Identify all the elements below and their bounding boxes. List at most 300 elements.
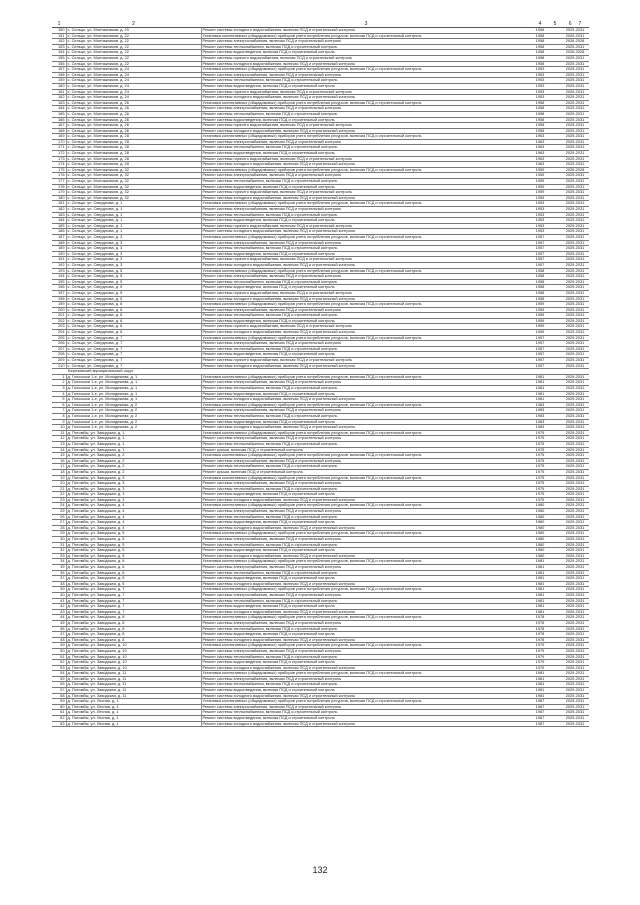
row-address: с. Сельцо, ул. Монтажников, д. 28 <box>66 145 201 151</box>
row-work-type: Ремонт системы горячего водоснабжения, включая ПСД и строительный контроль <box>201 290 531 296</box>
col-5-header: 5 <box>549 20 561 28</box>
row-number: 17 <box>52 464 66 470</box>
row-year: 1957 <box>531 251 549 257</box>
row-period: 2029-2031 <box>561 268 589 274</box>
row-year: 1980 <box>531 531 549 537</box>
row-period: 2029-2031 <box>561 212 589 218</box>
row-number: 205 <box>52 335 66 341</box>
row-address: д. Потомбы, ул. Лесная, д. 1 <box>66 699 201 705</box>
row-year: 1979 <box>531 660 549 666</box>
row-work-type: Ремонт системы холодного водоснабжения, включая ПСД и строительный контроль <box>201 262 531 268</box>
row-address: д. Потомбы, ул. Заводская, д. 7 <box>66 604 201 610</box>
row-year: 1959 <box>531 179 549 185</box>
row-year: 1958 <box>531 296 549 302</box>
row-work-type: Ремонт системы теплоснабжения, включая ПСД и строительный контроль <box>201 626 531 632</box>
row-address: с. Сельцо, ул. Свердлова, д. 6 <box>66 324 201 330</box>
row-number: 180 <box>52 195 66 201</box>
row-period: 2029-2031 <box>561 458 589 464</box>
row-year: 1959 <box>531 184 549 190</box>
row-number: 63 <box>52 721 66 727</box>
row-work-type: Ремонт системы водоотведения, включая ПСД и строительный контроль <box>201 352 531 358</box>
row-period: 2029-2031 <box>561 162 589 168</box>
row-number: 13 <box>52 441 66 447</box>
row-work-type: Ремонт системы электроснабжения, включая ПСД и строительный контроль <box>201 173 531 179</box>
row-work-type: Ремонт системы теплоснабжения, включая ПСД и строительный контроль <box>201 441 531 447</box>
row-address: д. Потомбы, ул. Заводская, д. 3 <box>66 492 201 498</box>
row-address: с. Сельцо, ул. Монтажников, д. 24 <box>66 78 201 84</box>
row-work-type: Ремонт системы водоотведения, включая ПСД и строительный контроль <box>201 548 531 554</box>
row-address: с. Сельцо, ул. Монтажников, д. 24 <box>66 83 201 89</box>
row-period: 2029-2031 <box>561 55 589 61</box>
page-number: 132 <box>312 865 328 875</box>
row-address: с. Сельцо, ул. Монтажников, д. 22 <box>66 55 201 61</box>
row-address: с. Сельцо, ул. Свердлова, д. 6 <box>66 307 201 313</box>
row-address: с. Сельцо, ул. Монтажников, д. 28 <box>66 139 201 145</box>
row-address: д. Голоскоки 1-е, ул. Молодежная, д. 2 <box>66 425 201 431</box>
table-body-part-2 <box>52 374 589 726</box>
row-address: с. Сельцо, ул. Свердлова, д. 5 <box>66 285 201 291</box>
row-address: д. Потомбы, ул. Заводская, д. 1 <box>66 436 201 442</box>
row-period: 2029-2031 <box>561 28 589 34</box>
row-year: 1981 <box>531 693 549 699</box>
row-number: 203 <box>52 324 66 330</box>
row-year: 1957 <box>531 341 549 347</box>
row-work-type: Установка коллективных (общедомовых) приборов учета потребления ресурсов, включая ПСД и строительный контроль <box>201 559 531 565</box>
row-work-type: Ремонт системы холодного водоснабжения, включая ПСД и строительный контроль <box>201 721 531 727</box>
row-work-type: Ремонт системы электроснабжения, включая ПСД и строительный контроль <box>201 207 531 213</box>
row-work-type: Ремонт системы теплоснабжения, включая ПСД и строительный контроль <box>201 598 531 604</box>
row-address: с. Сельцо, ул. Монтажников, д. 24 <box>66 89 201 95</box>
row-number: 163 <box>52 100 66 106</box>
row-period: 2029-2031 <box>561 660 589 666</box>
row-work-type: Ремонт системы электроснабжения, включая ПСД и строительный контроль <box>201 341 531 347</box>
row-number: 153 <box>52 44 66 50</box>
row-work-type: Ремонт системы водоотведения, включая ПСД и строительный контроль <box>201 251 531 257</box>
row-year: 1958 <box>531 55 549 61</box>
row-year: 1983 <box>531 402 549 408</box>
row-year: 1983 <box>531 419 549 425</box>
row-address: д. Голоскоки 1-е, ул. Молодежная, д. 2 <box>66 402 201 408</box>
row-work-type: Ремонт системы холодного водоснабжения, включая ПСД и строительный контроль <box>201 95 531 101</box>
row-number: 28 <box>52 525 66 531</box>
row-year: 1980 <box>531 548 549 554</box>
row-number: 59 <box>52 699 66 705</box>
row-address: с. Сельцо, ул. Монтажников, д. 22 <box>66 33 201 39</box>
row-year: 1980 <box>531 542 549 548</box>
row-number: 7 <box>52 408 66 414</box>
row-work-type: Ремонт системы электроснабжения, включая ПСД и строительный контроль <box>201 39 531 45</box>
row-number: 60 <box>52 704 66 710</box>
row-period: 2029-2031 <box>561 123 589 129</box>
row-year: 1953 <box>531 83 549 89</box>
row-work-type: Ремонт системы теплоснабжения, включая ПСД и строительный контроль <box>201 710 531 716</box>
row-period: 2029-2031 <box>561 721 589 727</box>
row-address: д. Потомбы, ул. Лесная, д. 1 <box>66 716 201 722</box>
row-number: 178 <box>52 184 66 190</box>
row-number: 61 <box>52 710 66 716</box>
row-year: 1958 <box>531 39 549 45</box>
row-number: 41 <box>52 598 66 604</box>
row-year: 1983 <box>531 413 549 419</box>
row-number: 35 <box>52 565 66 571</box>
row-address: д. Потомбы, ул. Заводская, д. 3 <box>66 486 201 492</box>
row-number: 170 <box>52 139 66 145</box>
row-period: 2029-2031 <box>561 145 589 151</box>
row-address: д. Потомбы, ул. Заводская, д. 8 <box>66 615 201 621</box>
row-address: д. Потомбы, ул. Заводская, д. 2 <box>66 453 201 459</box>
row-year: 1953 <box>531 207 549 213</box>
row-year: 1963 <box>531 156 549 162</box>
row-number: 160 <box>52 83 66 89</box>
row-address: д. Потомбы, ул. Заводская, д. 11 <box>66 682 201 688</box>
row-number: 57 <box>52 688 66 694</box>
row-work-type: Ремонт системы холодного водоснабжения, включая ПСД и строительный контроль <box>201 229 531 235</box>
row-number: 167 <box>52 123 66 129</box>
row-number: 166 <box>52 117 66 123</box>
row-period: 2029-2031 <box>561 83 589 89</box>
row-year: 1981 <box>531 565 549 571</box>
row-work-type: Ремонт системы холодного водоснабжения, включая ПСД и строительный контроль <box>201 363 531 369</box>
row-year: 1983 <box>531 425 549 431</box>
row-period: 2026-2028 <box>561 39 589 45</box>
row-address: с. Сельцо, ул. Свердлова, д. 5 <box>66 268 201 274</box>
row-number: 51 <box>52 654 66 660</box>
row-year: 1981 <box>531 559 549 565</box>
row-number: 52 <box>52 660 66 666</box>
row-address: с. Сельцо, ул. Монтажников, д. 26 <box>66 106 201 112</box>
row-address: с. Сельцо, ул. Свердлова, д. 3 <box>66 240 201 246</box>
row-address: с. Сельцо, ул. Монтажников, д. 32 <box>66 179 201 185</box>
row-period: 2029-2031 <box>561 565 589 571</box>
row-address: с. Сельцо, ул. Свердлова, д. 5 <box>66 279 201 285</box>
row-address: д. Потомбы, ул. Заводская, д. 2 <box>66 458 201 464</box>
row-number: 174 <box>52 162 66 168</box>
row-work-type: Ремонт системы электроснабжения, включая ПСД и строительный контроль <box>201 676 531 682</box>
row-work-type: Ремонт системы теплоснабжения, включая ПСД и строительный контроль <box>201 111 531 117</box>
row-work-type: Ремонт системы холодного водоснабжения, включая ПСД и строительный контроль <box>201 665 531 671</box>
row-period: 2029-2031 <box>561 430 589 436</box>
row-address: с. Сельцо, ул. Монтажников, д. 24 <box>66 72 201 78</box>
row-address: д. Потомбы, ул. Заводская, д. 6 <box>66 565 201 571</box>
row-work-type: Ремонт системы теплоснабжения, включая ПСД и строительный контроль <box>201 413 531 419</box>
row-year: 1975 <box>531 447 549 453</box>
row-year: 1980 <box>531 553 549 559</box>
row-work-type: Установка коллективных (общедомовых) приборов учета потребления ресурсов, включая ПСД и строительный контроль <box>201 402 531 408</box>
row-period: 2029-2031 <box>561 139 589 145</box>
row-year: 1980 <box>531 525 549 531</box>
row-year: 1980 <box>531 537 549 543</box>
row-address: д. Потомбы, ул. Заводская, д. 2 <box>66 464 201 470</box>
row-number: 8 <box>52 413 66 419</box>
row-period: 2029-2031 <box>561 179 589 185</box>
row-number: 6 <box>52 402 66 408</box>
row-period: 2029-2031 <box>561 592 589 598</box>
row-period: 2029-2031 <box>561 397 589 403</box>
row-period: 2029-2031 <box>561 402 589 408</box>
row-number: 56 <box>52 682 66 688</box>
row-period: 2029-2031 <box>561 128 589 134</box>
row-work-type: Ремонт системы теплоснабжения, включая ПСД и строительный контроль <box>201 464 531 470</box>
row-year: 1978 <box>531 620 549 626</box>
row-number: 156 <box>52 61 66 67</box>
row-address: д. Потомбы, ул. Заводская, д. 10 <box>66 654 201 660</box>
row-period: 2029-2031 <box>561 525 589 531</box>
row-year: 1953 <box>531 72 549 78</box>
row-address: д. Потомбы, ул. Заводская, д. 3 <box>66 475 201 481</box>
row-number: 12 <box>52 436 66 442</box>
row-number: 14 <box>52 447 66 453</box>
row-year: 1957 <box>531 262 549 268</box>
row-number: 62 <box>52 716 66 722</box>
row-work-type: Ремонт системы холодного водоснабжения, включая ПСД и строительный контроль <box>201 609 531 615</box>
row-address: с. Сельцо, ул. Свердлова, д. 1 <box>66 201 201 207</box>
row-number: 31 <box>52 542 66 548</box>
row-period: 2029-2031 <box>561 78 589 84</box>
row-work-type: Ремонт системы электроснабжения, включая ПСД и строительный контроль <box>201 72 531 78</box>
row-year: 1980 <box>531 503 549 509</box>
row-work-type: Ремонт системы водоотведения, включая ПСД и строительный контроль <box>201 83 531 89</box>
row-period: 2029-2031 <box>561 307 589 313</box>
row-period: 2029-2031 <box>561 318 589 324</box>
row-number: 159 <box>52 78 66 84</box>
row-number: 26 <box>52 514 66 520</box>
row-period: 2029-2031 <box>561 106 589 112</box>
row-period: 2029-2031 <box>561 302 589 308</box>
row-period: 2029-2031 <box>561 464 589 470</box>
row-number: 193 <box>52 268 66 274</box>
row-period: 2029-2031 <box>561 643 589 649</box>
row-work-type: Ремонт системы теплоснабжения, включая ПСД и строительный контроль <box>201 246 531 252</box>
row-period: 2029-2031 <box>561 447 589 453</box>
row-address: с. Сельцо, ул. Свердлова, д. 6 <box>66 330 201 336</box>
row-work-type: Установка коллективных (общедомовых) приборов учета потребления ресурсов, включая ПСД и строительный контроль <box>201 67 531 73</box>
row-year: 1953 <box>531 223 549 229</box>
row-address: д. Потомбы, ул. Заводская, д. 8 <box>66 632 201 638</box>
row-address: д. Потомбы, ул. Заводская, д. 11 <box>66 676 201 682</box>
row-work-type: Ремонт системы холодного водоснабжения, включая ПСД и строительный контроль <box>201 581 531 587</box>
row-period: 2029-2031 <box>561 632 589 638</box>
row-year: 1957 <box>531 352 549 358</box>
row-work-type: Ремонт системы горячего водоснабжения, включая ПСД и строительный контроль <box>201 358 531 364</box>
row-period: 2029-2031 <box>561 184 589 190</box>
row-work-type: Ремонт системы теплоснабжения, включая ПСД и строительный контроль <box>201 486 531 492</box>
row-period: 2029-2031 <box>561 581 589 587</box>
row-work-type: Установка коллективных (общедомовых) приборов учета потребления ресурсов, включая ПСД и строительный контроль <box>201 234 531 240</box>
row-work-type: Ремонт системы горячего водоснабжения, включая ПСД и строительный контроль <box>201 55 531 61</box>
row-period: 2029-2031 <box>561 654 589 660</box>
row-number: 38 <box>52 581 66 587</box>
row-period: 2029-2031 <box>561 391 589 397</box>
row-address: с. Сельцо, ул. Свердлова, д. 5 <box>66 296 201 302</box>
row-work-type: Ремонт системы электроснабжения, включая ПСД и строительный контроль <box>201 240 531 246</box>
row-work-type: Установка коллективных (общедомовых) приборов учета потребления ресурсов, включая ПСД и строительный контроль <box>201 335 531 341</box>
row-year: 1958 <box>531 279 549 285</box>
row-work-type: Ремонт системы теплоснабжения, включая ПСД и строительный контроль <box>201 212 531 218</box>
row-period: 2029-2031 <box>561 234 589 240</box>
row-address: с. Сельцо, ул. Свердлова, д. 1 <box>66 223 201 229</box>
row-address: с. Сельцо, ул. Свердлова, д. 3 <box>66 251 201 257</box>
row-work-type: Ремонт системы электроснабжения, включая ПСД и строительный контроль <box>201 139 531 145</box>
row-year: 1978 <box>531 632 549 638</box>
row-period: 2029-2031 <box>561 296 589 302</box>
row-year: 1981 <box>531 374 549 380</box>
row-period: 2029-2031 <box>561 626 589 632</box>
row-year: 1953 <box>531 67 549 73</box>
row-period: 2029-2031 <box>561 520 589 526</box>
row-address: д. Потомбы, ул. Заводская, д. 10 <box>66 660 201 666</box>
row-work-type: Ремонт системы горячего водоснабжения, включая ПСД и строительный контроль <box>201 190 531 196</box>
row-work-type: Ремонт системы теплоснабжения, включая ПСД и строительный контроль <box>201 654 531 660</box>
row-year: 1957 <box>531 335 549 341</box>
row-empty <box>549 721 561 727</box>
row-period: 2029-2031 <box>561 156 589 162</box>
row-address: с. Сельцо, ул. Свердлова, д. 6 <box>66 302 201 308</box>
row-year: 1957 <box>531 257 549 263</box>
row-number: 34 <box>52 559 66 565</box>
row-period: 2029-2031 <box>561 716 589 722</box>
row-year: 1953 <box>531 95 549 101</box>
section-label: Березовский муниципальный округ <box>66 369 589 375</box>
row-number: 48 <box>52 637 66 643</box>
row-year: 1981 <box>531 570 549 576</box>
row-number: 24 <box>52 503 66 509</box>
row-address: с. Сельцо, ул. Свердлова, д. 7 <box>66 335 201 341</box>
row-number: 192 <box>52 262 66 268</box>
row-period: 2029-2031 <box>561 117 589 123</box>
row-period: 2029-2031 <box>561 313 589 319</box>
row-number: 185 <box>52 223 66 229</box>
row-year: 1981 <box>531 386 549 392</box>
row-work-type: Ремонт системы водоотведения, включая ПСД и строительный контроль <box>201 716 531 722</box>
row-work-type: Ремонт системы холодного водоснабжения, включая ПСД и строительный контроль <box>201 128 531 134</box>
row-address: с. Сельцо, ул. Свердлова, д. 5 <box>66 290 201 296</box>
row-year: 1958 <box>531 106 549 112</box>
row-number: 44 <box>52 615 66 621</box>
row-number: 183 <box>52 212 66 218</box>
row-work-type: Ремонт системы теплоснабжения, включая ПСД и строительный контроль <box>201 514 531 520</box>
row-number: 207 <box>52 346 66 352</box>
row-period: 2029-2031 <box>561 604 589 610</box>
row-address: с. Сельцо, ул. Монтажников, д. 22 <box>66 50 201 56</box>
row-period: 2029-2031 <box>561 374 589 380</box>
repair-schedule-table <box>52 20 589 727</box>
row-year: 1963 <box>531 151 549 157</box>
col-7-label: 7 <box>578 21 582 28</box>
row-year: 1959 <box>531 313 549 319</box>
row-period: 2029-2031 <box>561 380 589 386</box>
row-number: 188 <box>52 240 66 246</box>
row-year: 1987 <box>531 716 549 722</box>
row-work-type: Ремонт системы водоотведения, включая ПСД и строительный контроль <box>201 419 531 425</box>
row-work-type: Ремонт системы водоотведения, включая ПСД и строительный контроль <box>201 604 531 610</box>
row-number: 206 <box>52 341 66 347</box>
row-number: 5 <box>52 397 66 403</box>
row-period: 2029-2031 <box>561 598 589 604</box>
row-period: 2029-2031 <box>561 682 589 688</box>
row-period: 2029-2031 <box>561 587 589 593</box>
row-address: с. Сельцо, ул. Монтажников, д. 26 <box>66 128 201 134</box>
row-work-type: Установка коллективных (общедомовых) приборов учета потребления ресурсов, включая ПСД и строительный контроль <box>201 167 531 173</box>
row-period: 2029-2031 <box>561 710 589 716</box>
row-address: с. Сельцо, ул. Монтажников, д. 28 <box>66 156 201 162</box>
row-work-type: Ремонт системы теплоснабжения, включая ПСД и строительный контроль <box>201 570 531 576</box>
row-number: 208 <box>52 352 66 358</box>
row-work-type: Ремонт системы теплоснабжения, включая ПСД и строительный контроль <box>201 179 531 185</box>
row-work-type: Ремонт системы электроснабжения, включая ПСД и строительный контроль <box>201 565 531 571</box>
row-number: 173 <box>52 156 66 162</box>
row-work-type: Установка коллективных (общедомовых) приборов учета потребления ресурсов, включая ПСД и строительный контроль <box>201 374 531 380</box>
row-year: 1975 <box>531 430 549 436</box>
row-number: 168 <box>52 128 66 134</box>
row-work-type: Ремонт системы холодного водоснабжения, включая ПСД и строительный контроль <box>201 162 531 168</box>
row-period: 2029-2031 <box>561 419 589 425</box>
row-number: 21 <box>52 486 66 492</box>
row-number: 165 <box>52 111 66 117</box>
row-year: 1958 <box>531 28 549 34</box>
row-number: 43 <box>52 609 66 615</box>
row-period: 2029-2031 <box>561 481 589 487</box>
row-address: с. Сельцо, ул. Монтажников, д. 26 <box>66 100 201 106</box>
row-period: 2029-2031 <box>561 509 589 515</box>
row-period: 2029-2031 <box>561 95 589 101</box>
row-address: д. Потомбы, ул. Заводская, д. 4 <box>66 509 201 515</box>
row-number: 179 <box>52 190 66 196</box>
row-period: 2029-2031 <box>561 531 589 537</box>
row-number: 4 <box>52 391 66 397</box>
row-address: с. Сельцо, ул. Свердлова, д. 7 <box>66 341 201 347</box>
row-period: 2029-2031 <box>561 620 589 626</box>
row-number: 36 <box>52 570 66 576</box>
row-work-type: Ремонт системы водоотведения, включая ПСД и строительный контроль <box>201 184 531 190</box>
row-number: 155 <box>52 55 66 61</box>
row-number: 33 <box>52 553 66 559</box>
row-year: 1958 <box>531 44 549 50</box>
row-period: 2029-2031 <box>561 100 589 106</box>
row-year: 1959 <box>531 173 549 179</box>
row-work-type: Установка коллективных (общедомовых) приборов учета потребления ресурсов, включая ПСД и строительный контроль <box>201 302 531 308</box>
row-number: 39 <box>52 587 66 593</box>
row-period: 2029-2031 <box>561 44 589 50</box>
row-number: 46 <box>52 626 66 632</box>
row-period: 2029-2031 <box>561 111 589 117</box>
row-address: д. Потомбы, ул. Лесная, д. 1 <box>66 704 201 710</box>
row-work-type: Ремонт системы холодного водоснабжения, включая ПСД и строительный контроль <box>201 397 531 403</box>
row-address: д. Голоскоки 1-е, ул. Молодежная, д. 1 <box>66 397 201 403</box>
row-period: 2029-2031 <box>561 363 589 369</box>
row-address: д. Потомбы, ул. Заводская, д. 10 <box>66 643 201 649</box>
row-address: д. Голоскоки 1-е, ул. Молодежная, д. 1 <box>66 374 201 380</box>
row-number: 198 <box>52 296 66 302</box>
row-number: 150 <box>52 28 66 34</box>
row-number: 23 <box>52 497 66 503</box>
row-year: 1953 <box>531 89 549 95</box>
row-period: 2029-2031 <box>561 251 589 257</box>
row-period: 2029-2031 <box>561 151 589 157</box>
row-address: д. Потомбы, ул. Заводская, д. 5 <box>66 542 201 548</box>
row-work-type: Ремонт системы водоотведения, включая ПСД и строительный контроль <box>201 117 531 123</box>
row-number: 16 <box>52 458 66 464</box>
row-address: д. Потомбы, ул. Заводская, д. 4 <box>66 503 201 509</box>
row-work-type: Ремонт системы электроснабжения, включая ПСД и строительный контроль <box>201 380 531 386</box>
row-address: с. Сельцо, ул. Свердлова, д. 1 <box>66 212 201 218</box>
row-number: 209 <box>52 358 66 364</box>
row-address: д. Потомбы, ул. Заводская, д. 7 <box>66 587 201 593</box>
row-address: д. Потомбы, ул. Заводская, д. 1 <box>66 447 201 453</box>
row-work-type: Установка коллективных (общедомовых) приборов учета потребления ресурсов, включая ПСД и строительный контроль <box>201 134 531 140</box>
row-period: 2029-2031 <box>561 352 589 358</box>
row-address: с. Сельцо, ул. Монтажников, д. 22 <box>66 44 201 50</box>
row-address: д. Потомбы, ул. Заводская, д. 6 <box>66 559 201 565</box>
